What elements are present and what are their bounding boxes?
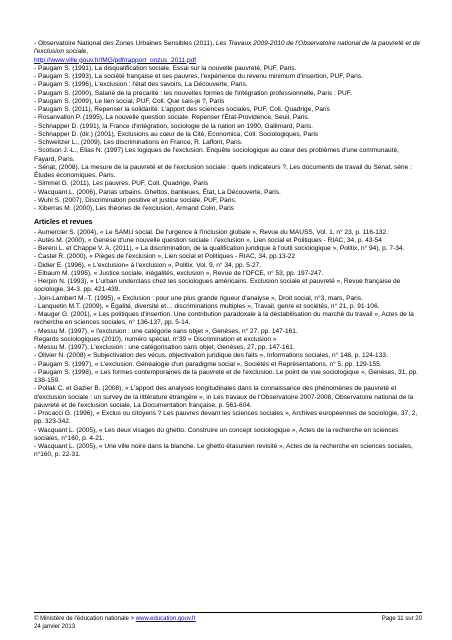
article-entry: - Procacci G. (1996), « Exclus ou citoyens ? Les pauvres devant les sciences sociales », Archives européennes de sociologie, 37, 2, pp. 323-342. bbox=[34, 410, 418, 426]
book-entry: - Simmel G. (2011), Les pauvres, PUF, Coll. Quadrige, Paris bbox=[34, 180, 209, 188]
book-entry: - Sénat, (2008), La mesure de la pauvreté et de l'exclusion sociale : quels indicateurs ?, Les documents de travail du Sénat, série : Études économiques, Paris. bbox=[34, 163, 412, 179]
book-entry: - Paugam S. (1996), L'exclusion : l'état des savoirs, La Découverte, Paris. bbox=[34, 81, 248, 89]
article-entry: - Olivier N. (2008) « Subjectivation des vécus, objectivation juridique des faits », Informations sociales, n° 148, p. 124-133. bbox=[34, 352, 388, 360]
article-entry: - Pollak C. et Gazier B. (2008), « L'apport des analyses longitudinales dans la connaissance des phénomènes de pauvreté et d'exclusion sociale : un survey de la littérature étrangère », in Les travaux de l'Observatoire 2007-2008, Observatoire national de la pauvreté et de l'exclusion sociale, La Documentation française, p. 561-604. bbox=[34, 385, 414, 409]
article-entry: - Messu M. (1997), L'exclusion : une catégorisation sans objet, Genèses, 27, pp. 147-161. bbox=[34, 344, 295, 351]
book-entry: - Schnapper D. (dir.) (2001), Exclusions au cœur de la Cité, Economica, Coll. Sociologiques, Paris bbox=[34, 130, 319, 138]
article-entry: Regards sociologiques (2010), numéro spécial, n°39 « Discrimination et exclusion » bbox=[34, 335, 277, 343]
article-entry: - Wacquant L. (2005), « Une ville noire dans la blanche. Le ghetto étasunien revisité », Actes de la recherche en sciences sociales, n°160, p. 22-31. bbox=[34, 443, 413, 459]
bibliography-article-list bbox=[34, 229, 422, 460]
footer-divider bbox=[34, 612, 422, 613]
article-entry: - Autès M. (2000), « Genèse d'une nouvelle question sociale : l'exclusion », Lien social et Politiques - RIAC, 34, p. 43-54 bbox=[34, 236, 382, 244]
section-heading-articles: Articles et revues bbox=[34, 219, 93, 227]
book-entry: - Schweitzer L., (2009), Les discriminations en France, R. Laffont, Paris. bbox=[34, 139, 243, 146]
article-entry: - Castel R. (2000), « Pièges de l'exclusion », Lien social et Politiques - RIAC, 34, pp.13-22 bbox=[34, 253, 296, 261]
bib-entry bbox=[34, 40, 422, 65]
book-entry: - Rosanvallon P. (1995), La nouvelle question sociale. Repenser l'État-Providence, Seuil, Paris. bbox=[34, 114, 310, 122]
book-entry: - Paugam S. (1991), La disqualification sociale. Essai sur la nouvelle pauvreté, PUF, Paris. bbox=[34, 64, 297, 72]
onzus-report-link[interactable]: http://www.ville.gouv.fr/IMG/pdf/rapport_onzus_2011.pdf bbox=[34, 56, 197, 64]
footer-page-number: Page 11 sur 20 bbox=[381, 616, 422, 622]
bibliography-content bbox=[34, 40, 422, 460]
article-entry: - Wacquant L. (2005), « Les deux visages du ghetto. Construire un concept sociologique », Actes de la recherche en sciences sociales, n°160, p. 4-21. bbox=[34, 426, 399, 442]
article-entry: - Elbaum M. (1995), « Justice sociale, inégalités, exclusion », Revue de l'OFCE, n° 53, pp. 197-247. bbox=[34, 269, 324, 277]
book-entry: - Wuhl S. (2007), Discrimination positive et justice sociale, PUF, Paris. bbox=[34, 196, 237, 204]
footer-site-link[interactable]: www.education.gouv.fr bbox=[135, 616, 196, 622]
book-entry: - Paugam S. (2000), Salarié de la précarité : les nouvelles formes de l'intégration professionnelle, Paris : PUF. bbox=[34, 89, 352, 97]
bibliography-books bbox=[34, 40, 422, 65]
footer-copyright bbox=[34, 616, 196, 624]
book-entry: - Paugam S. (2009), Le lien social, PUF, Coll. Que sais-je ?, Paris bbox=[34, 97, 225, 105]
article-entry: - Lanquetin M.T. (2009), « Égalité, diversité et… discriminations multiples », Travail, genre et sociétés, n° 21, p. 91-106. bbox=[34, 302, 380, 310]
footer-row bbox=[34, 616, 422, 624]
article-entry: - Bereni L. et Chappe V. A. (2011), « La discrimination, de la qualification juridique à l'outil sociologique », Politix, n° 94), p. 7-34. bbox=[34, 245, 405, 252]
book-entry: - Wacquant L. (2006), Parias urbains. Ghettos, banlieues, État, La Découverte, Paris. bbox=[34, 188, 281, 196]
page-footer bbox=[34, 612, 422, 631]
article-entry: - Herpin N. (1993), « L'urban underclass chez les sociologues américains. Exclusion sociale et pauvreté », Revue française de sociologie, 34-3. pp. 421-439. bbox=[34, 278, 401, 294]
article-entry: - Didier E. (1996), « L'exclusion» à l'exclusion », Politix. Vol. 9, n° 34, pp. 5-27. bbox=[34, 261, 262, 269]
footer-date: 24 janvier 2013 bbox=[34, 623, 76, 630]
article-entry: - Aumercier S. (2004), « Le SAMU social. De l'urgence à l'inclusion globale », Revue du MAUSS, Vol. 1, n° 23, p. 116-132. bbox=[34, 228, 388, 236]
article-entry: - Join-Lambert M.-T. (1995), « Exclusion : pour une plus grande rigueur d'analyse », Droit social, n°3, mars, Paris. bbox=[34, 294, 363, 302]
article-entry: - Messu M. (1997), « l'exclusion : une catégorie sans objet », Genèses, n° 27, pp. 147-161. bbox=[34, 327, 298, 335]
book-entry: - Scotson J.-L., Elias N. (1997) Les logiques de l'exclusion. Enquête sociologique au cœur des problèmes d'une communauté, Fayard, Paris. bbox=[34, 147, 399, 163]
bib-entry-onzus-text: - Observatoire National des Zones Urbaines Sensibles (2011), Les Travaux 2009-2010 de l'Observatoire national de la pauvreté et de l'exclusion sociale, bbox=[34, 40, 421, 56]
footer-copyright-text: © Ministère de l'éducation nationale > bbox=[34, 616, 136, 622]
article-entry: - Paugam S. (1997), « L'exclusion. Généalogie d'un paradigme social », Sociétés et Représentations, n° 5, pp. 129-155. bbox=[34, 360, 382, 368]
book-entry: - Paugam S. (2011), Repenser la solidarité. L'apport des sciences sociales, PUF, Coll. Quadrige, Paris bbox=[34, 106, 330, 113]
article-entry: - Mauger G. (2001), « Les politiques d'insertion. Une contribution paradoxale à la déstabilisation du marché du travail », Actes de la recherche en sciences sociales, n° 136-137, pp. 5-14. bbox=[34, 311, 414, 327]
book-entry: - Xiberras M. (2000), Les théories de l'exclusion, Armand Colin, Paris bbox=[34, 205, 234, 212]
book-entry: - Schnapper D. (1991), la France d'intégration, sociologie de la nation en 1990, Gallimard, Paris. bbox=[34, 122, 313, 130]
article-entry: - Paugam S. (1998), « Les formes contemporaines de la pauvreté et de l'exclusion. Le point de vue sociologique », Genèses, 31, pp. 138-159. bbox=[34, 368, 419, 384]
bibliography-book-list bbox=[34, 65, 422, 214]
book-entry: - Paugam S. (1993), La société française et ses pauvres, l'expérience du revenu minimum d'insertion, PUF, Paris. bbox=[34, 73, 363, 80]
